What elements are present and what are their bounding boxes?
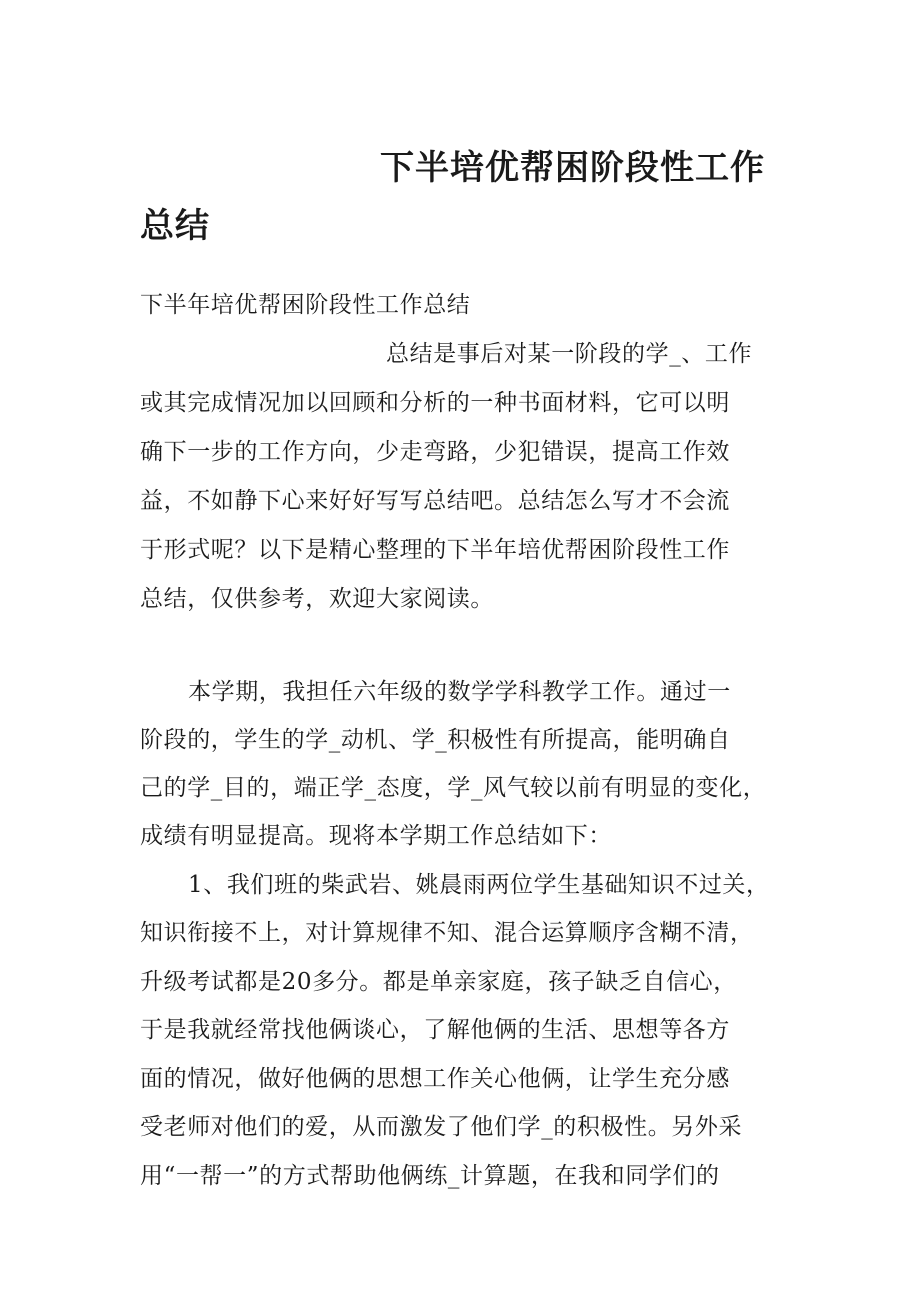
paragraph-line: 或其完成情况加以回顾和分析的一种书面材料，它可以明 — [140, 390, 730, 416]
paragraph-line: 于形式呢？以下是精心整理的下半年培优帮困阶段性工作 — [140, 537, 730, 563]
subtitle-line: 下半年培优帮困阶段性工作总结 — [140, 292, 471, 318]
paragraph-line: 1、我们班的柴武岩、姚晨雨两位学生基础知识不过关， — [188, 872, 770, 898]
paragraph-line: 受老师对他们的爱，从而激发了他们学_的积极性。另外采 — [140, 1114, 743, 1140]
paragraph-line: 成绩有明显提高。现将本学期工作总结如下： — [140, 823, 612, 849]
document-title-line-1: 下半培优帮困阶段性工作 — [380, 148, 765, 188]
paragraph-line: 用“一帮一”的方式帮助他俩练_计算题，在我和同学们的 — [140, 1163, 720, 1189]
paragraph-line: 益，不如静下心来好好写写总结吧。总结怎么写才不会流 — [140, 488, 730, 514]
paragraph-line: 己的学_目的，端正学_态度，学_风气较以前有明显的变化， — [140, 775, 767, 801]
paragraph-line: 于是我就经常找他俩谈心，了解他俩的生活、思想等各方 — [140, 1017, 730, 1043]
paragraph-line: 本学期，我担任六年级的数学学科教学工作。通过一 — [188, 679, 731, 705]
document-title-line-2: 总结 — [140, 206, 210, 246]
paragraph-line: 升级考试都是20多分。都是单亲家庭，孩子缺乏自信心， — [140, 969, 737, 995]
paragraph-line: 面的情况，做好他俩的思想工作关心他俩，让学生充分感 — [140, 1066, 730, 1092]
paragraph-line: 知识衔接不上，对计算规律不知、混合运算顺序含糊不清， — [140, 920, 754, 946]
paragraph-line: 总结，仅供参考，欢迎大家阅读。 — [140, 586, 494, 612]
paragraph-line: 确下一步的工作方向，少走弯路，少犯错误，提高工作效 — [140, 439, 730, 465]
paragraph-line: 阶段的，学生的学_动机、学_积极性有所提高，能明确自 — [140, 727, 731, 753]
paragraph-line: 总结是事后对某一阶段的学_、工作 — [386, 341, 753, 367]
